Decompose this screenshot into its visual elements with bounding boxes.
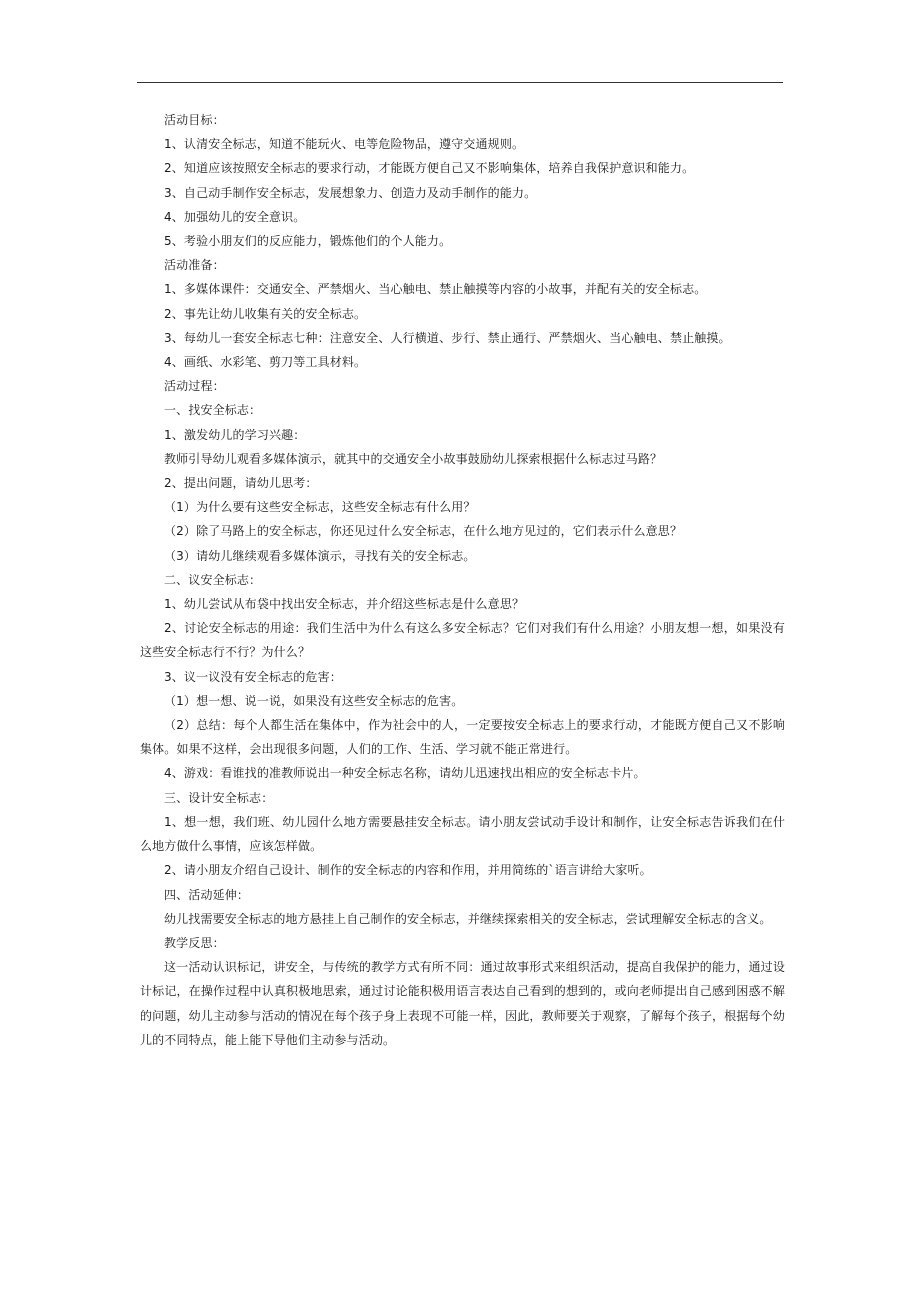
question-item: （3）请幼儿继续观看多媒体演示，寻找有关的安全标志。 bbox=[164, 548, 476, 563]
body-paragraph: 教师引导幼儿观看多媒体演示，就其中的交通安全小故事鼓励幼儿探索根据什么标志过马路？ bbox=[164, 451, 663, 466]
preparation-item: 4、画纸、水彩笔、剪刀等工具材料。 bbox=[164, 355, 367, 370]
goal-item: 3、自己动手制作安全标志，发展想象力、创造力及动手制作的能力。 bbox=[164, 185, 537, 200]
section-heading: 一、找安全标志： bbox=[164, 403, 262, 418]
reflection-paragraph: 这一活动认识标记，讲安全，与传统的教学方式有所不同：通过故事形式来组织活动，提高自我保护的能力，通过设计标记，在操作过程中认真积极地思索，通过讨论能积极用语言表达自己看到的想到的，或向老师提出自己感到困惑不解的问题，幼儿主动参与活动的情况在每个孩子身上表现不可能一样，因此，教师要关于观察，了解每个孩子，根据每个幼儿的不同特点，能上能下导他们主动参与活动。 bbox=[140, 960, 785, 1047]
preparation-item: 1、多媒体课件：交通安全、严禁烟火、当心触电、禁止触摸等内容的小故事，并配有关的安全标志。 bbox=[164, 282, 707, 297]
document-body bbox=[140, 108, 785, 1052]
header-rule bbox=[137, 82, 783, 83]
goal-item: 5、考验小朋友们的反应能力，锻炼他们的个人能力。 bbox=[164, 234, 452, 249]
step-item: 2、提出问题，请幼儿思考： bbox=[164, 476, 318, 491]
step-item: 1、想一想，我们班、幼儿园什么地方需要悬挂安全标志。请小朋友尝试动手设计和制作，让安全标志告诉我们在什么地方做什么事情，应该怎样做。 bbox=[140, 814, 785, 854]
preparation-item: 3、每幼儿一套安全标志七种：注意安全、人行横道、步行、禁止通行、严禁烟火、当心触电、禁止触摸。 bbox=[164, 330, 731, 345]
process-heading: 活动过程： bbox=[164, 379, 225, 394]
question-item: （2）除了马路上的安全标志，你还见过什么安全标志，在什么地方见过的，它们表示什么意思？ bbox=[164, 524, 683, 539]
goals-heading: 活动目标： bbox=[164, 113, 225, 127]
reflection-heading: 教学反思： bbox=[164, 935, 225, 950]
body-paragraph: 幼儿找需要安全标志的地方悬挂上自己制作的安全标志，并继续探索相关的安全标志，尝试理解安全标志的含义。 bbox=[164, 911, 772, 926]
goal-item: 1、认清安全标志，知道不能玩火、电等危险物品，遵守交通规则。 bbox=[164, 137, 525, 152]
preparation-item: 2、事先让幼儿收集有关的安全标志。 bbox=[164, 306, 367, 321]
step-item: 1、幼儿尝试从布袋中找出安全标志，并介绍这些标志是什么意思？ bbox=[164, 597, 525, 612]
goal-item: 4、加强幼儿的安全意识。 bbox=[164, 209, 306, 224]
section-heading: 四、活动延伸： bbox=[164, 887, 250, 902]
preparation-heading: 活动准备： bbox=[164, 258, 225, 273]
question-item: （1）为什么要有这些安全标志，这些安全标志有什么用？ bbox=[164, 500, 476, 515]
step-item: 4、游戏：看谁找的准教师说出一种安全标志名称，请幼儿迅速找出相应的安全标志卡片。 bbox=[164, 766, 646, 781]
section-heading: 三、设计安全标志： bbox=[164, 790, 274, 805]
step-item: 3、议一议没有安全标志的危害： bbox=[164, 669, 342, 684]
question-item: （1）想一想、说一说，如果没有这些安全标志的危害。 bbox=[164, 693, 464, 708]
step-item: 2、请小朋友介绍自己设计、制作的安全标志的内容和作用，并用简练的`语言讲给大家听。 bbox=[164, 863, 652, 878]
step-item: 1、激发幼儿的学习兴趣： bbox=[164, 427, 306, 442]
goal-item: 2、知道应该按照安全标志的要求行动，才能既方便自己又不影响集体，培养自我保护意识和能力。 bbox=[164, 161, 695, 176]
question-item: （2）总结：每个人都生活在集体中，作为社会中的人，一定要按安全标志上的要求行动，才能既方便自己又不影响集体。如果不这样，会出现很多问题，人们的工作、生活、学习就不能正常进行。 bbox=[140, 718, 785, 757]
step-item: 2、讨论安全标志的用途：我们生活中为什么有这么多安全标志？它们对我们有什么用途？小朋友想一想，如果没有这些安全标志行不行？为什么？ bbox=[140, 621, 785, 660]
section-heading: 二、议安全标志： bbox=[164, 572, 262, 587]
